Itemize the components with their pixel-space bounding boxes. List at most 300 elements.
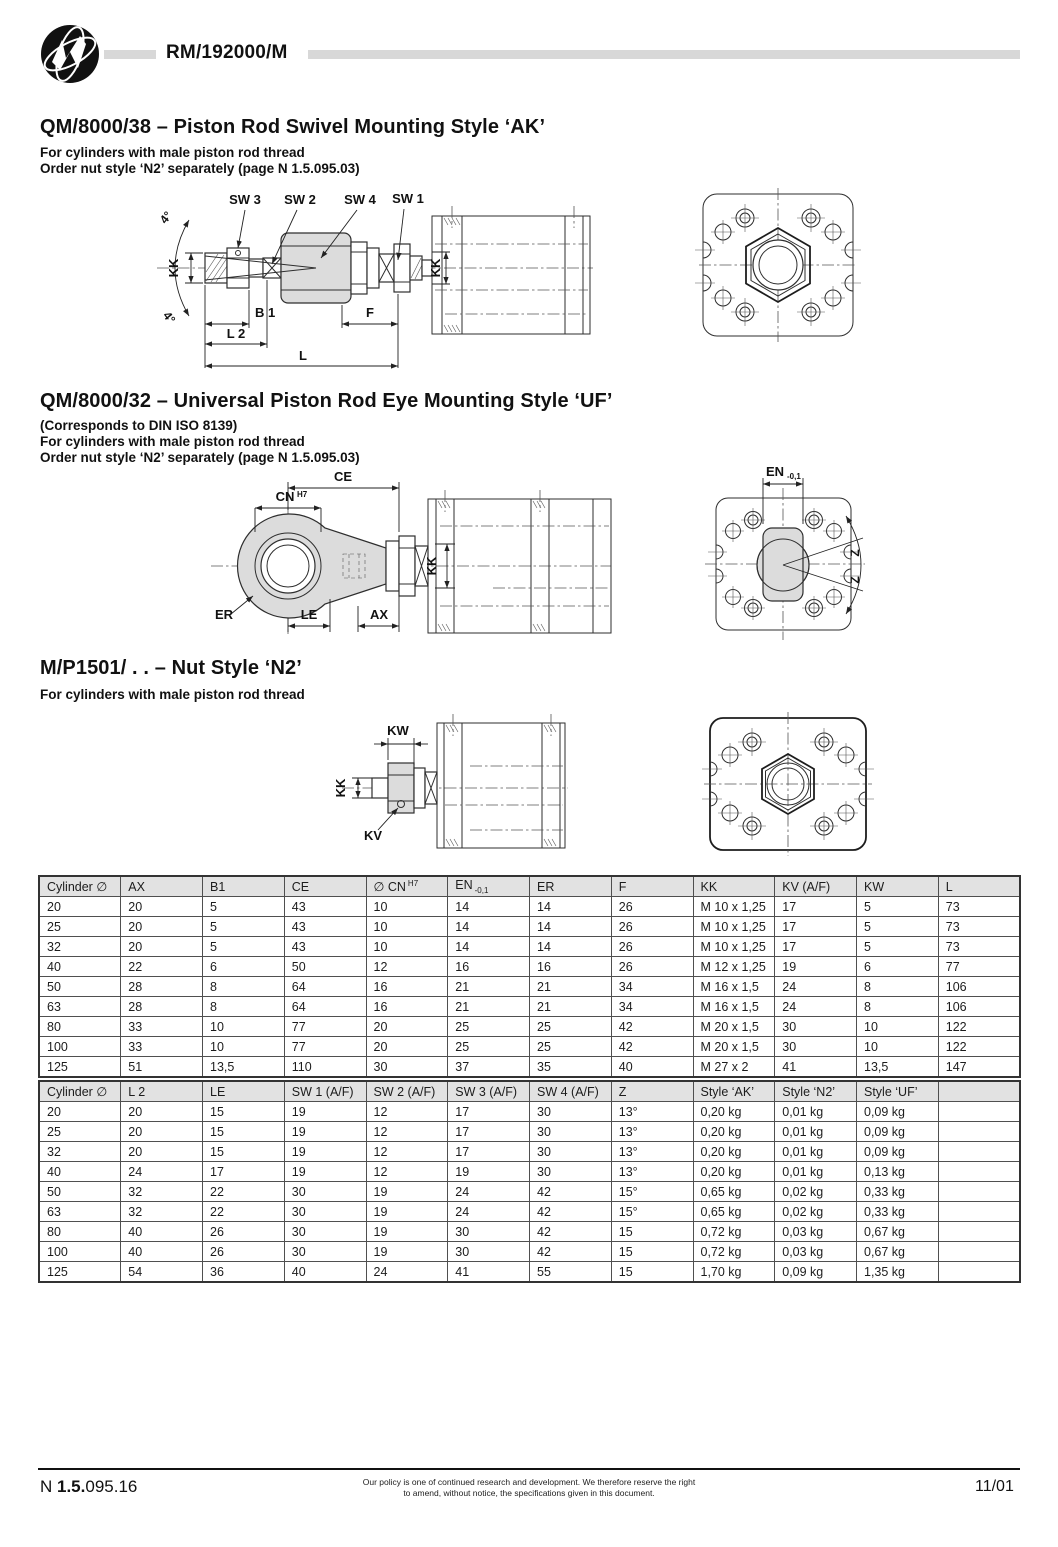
table-row — [39, 1182, 1020, 1202]
table-cell: 28 — [121, 997, 203, 1017]
table-cell: 51 — [121, 1057, 203, 1078]
policy-line-2: to amend, without notice, the specifications given in this document. — [403, 1488, 655, 1498]
table-cell: 22 — [121, 957, 203, 977]
table-cell: 73 — [938, 917, 1020, 937]
label-ax: AX — [369, 607, 389, 622]
column-header: SW 1 (A/F) — [284, 1081, 366, 1102]
cylinder-body — [432, 206, 590, 334]
table-cell: 14 — [530, 917, 612, 937]
table-cell: 64 — [284, 977, 366, 997]
page-reference-number: 095.16 — [85, 1477, 138, 1496]
table-cell: 19 — [284, 1122, 366, 1142]
table-cell: 30 — [448, 1222, 530, 1242]
table-cell: 21 — [530, 977, 612, 997]
table-cell: 30 — [530, 1122, 612, 1142]
column-header: SW 3 (A/F) — [448, 1081, 530, 1102]
dimensions-table-1 — [38, 875, 1021, 1078]
table-cell: 42 — [530, 1242, 612, 1262]
table-cell: 106 — [938, 977, 1020, 997]
table-cell: 19 — [366, 1242, 448, 1262]
table-cell: 0,01 kg — [775, 1162, 857, 1182]
norgren-logo-icon — [40, 24, 100, 84]
label-l2: L 2 — [226, 326, 246, 341]
table-cell: 50 — [284, 957, 366, 977]
dimensions-table-2 — [38, 1080, 1021, 1283]
table-cell: 0,65 kg — [693, 1202, 775, 1222]
table-cell: 25 — [39, 1122, 121, 1142]
label-z-lower: Z — [848, 576, 862, 584]
table-cell: 0,01 kg — [775, 1102, 857, 1122]
table-cell: 0,20 kg — [693, 1122, 775, 1142]
column-header: AX — [121, 876, 203, 897]
section-subtitle: For cylinders with male piston rod thread — [40, 434, 305, 449]
table-cell — [938, 1122, 1020, 1142]
table-cell: 8 — [857, 997, 939, 1017]
table-cell: 35 — [530, 1057, 612, 1078]
table-cell — [938, 1102, 1020, 1122]
table-cell: 20 — [39, 1102, 121, 1122]
table-cell: 0,67 kg — [857, 1222, 939, 1242]
table-cell: 10 — [203, 1017, 285, 1037]
table-cell: 30 — [530, 1102, 612, 1122]
table-cell: 19 — [284, 1102, 366, 1122]
section-subtitle: Order nut style ‘N2’ separately (page N 1.5.095.03) — [40, 450, 360, 465]
table-cell: M 27 x 2 — [693, 1057, 775, 1078]
table-cell: 8 — [203, 997, 285, 1017]
policy-line-1: Our policy is one of continued research and development. We therefore reserve the right — [362, 1477, 696, 1487]
table-cell: 0,09 kg — [857, 1142, 939, 1162]
table-cell: 20 — [121, 937, 203, 957]
table-cell: M 20 x 1,5 — [693, 1017, 775, 1037]
section-title-n2: M/P1501/ . . – Nut Style ‘N2’ — [40, 657, 302, 679]
table-cell: 22 — [203, 1182, 285, 1202]
table-cell: 20 — [39, 897, 121, 917]
column-header: Style ‘N2’ — [775, 1081, 857, 1102]
document-reference: RM/192000/M — [166, 42, 288, 63]
table-cell: 147 — [938, 1057, 1020, 1078]
table-cell: 30 — [284, 1242, 366, 1262]
n2-side-view-drawing — [330, 708, 610, 863]
page-reference-prefix: N — [40, 1477, 57, 1496]
table-cell: 6 — [203, 957, 285, 977]
rod-eye — [238, 514, 386, 618]
issue-date: 11/01 — [975, 1478, 1014, 1495]
table-cell: 80 — [39, 1017, 121, 1037]
table-cell: 50 — [39, 977, 121, 997]
table-cell: 16 — [366, 977, 448, 997]
table-cell: 0,02 kg — [775, 1182, 857, 1202]
table-cell: 0,01 kg — [775, 1142, 857, 1162]
footer-rule — [38, 1468, 1020, 1470]
column-header: ER — [530, 876, 612, 897]
table-row — [39, 1262, 1020, 1283]
label-f: F — [366, 305, 374, 320]
table-row — [39, 1017, 1020, 1037]
table-cell: 14 — [448, 937, 530, 957]
table-cell: 36 — [203, 1262, 285, 1283]
table-cell: 110 — [284, 1057, 366, 1078]
table-cell: 19 — [366, 1202, 448, 1222]
table-cell: 10 — [857, 1037, 939, 1057]
table-row — [39, 1122, 1020, 1142]
label-er: ER — [215, 607, 234, 622]
column-header: LE — [203, 1081, 285, 1102]
table-cell: 0,13 kg — [857, 1162, 939, 1182]
table-cell: 34 — [611, 977, 693, 997]
table-cell: 0,03 kg — [775, 1242, 857, 1262]
table-cell: 14 — [448, 897, 530, 917]
table-cell: 20 — [121, 1102, 203, 1122]
table-row — [39, 917, 1020, 937]
table-cell: 40 — [39, 957, 121, 977]
table-cell: 5 — [203, 897, 285, 917]
table-cell: 0,02 kg — [775, 1202, 857, 1222]
table-cell: 0,33 kg — [857, 1182, 939, 1202]
table-cell: 14 — [448, 917, 530, 937]
table-cell: 122 — [938, 1037, 1020, 1057]
table-cell: 24 — [775, 977, 857, 997]
column-header: EN $_{-0,1}$ — [448, 876, 530, 897]
table-cell: 100 — [39, 1242, 121, 1262]
label-sw4: SW 4 — [344, 192, 376, 207]
table-cell: 17 — [775, 897, 857, 917]
column-header: KK — [693, 876, 775, 897]
table-row — [39, 977, 1020, 997]
table-cell: 0,20 kg — [693, 1142, 775, 1162]
label-kk: KK — [424, 556, 439, 576]
table-cell: 42 — [530, 1202, 612, 1222]
section-title-uf: QM/8000/32 – Universal Piston Rod Eye Mounting Style ‘UF’ — [40, 390, 613, 412]
table-cell: 21 — [448, 977, 530, 997]
table-cell: 25 — [448, 1037, 530, 1057]
table-cell: 63 — [39, 1202, 121, 1222]
table-cell: 14 — [530, 937, 612, 957]
table-cell — [938, 1202, 1020, 1222]
table-cell — [938, 1262, 1020, 1283]
table-cell: 15 — [203, 1122, 285, 1142]
table-cell: 10 — [366, 937, 448, 957]
table-cell: 30 — [366, 1057, 448, 1078]
page-reference — [40, 1477, 137, 1497]
table-cell: 25 — [39, 917, 121, 937]
table-cell: 30 — [284, 1202, 366, 1222]
table-cell: 22 — [203, 1202, 285, 1222]
table-cell: 19 — [775, 957, 857, 977]
table-cell: 26 — [611, 937, 693, 957]
table-cell: 17 — [448, 1102, 530, 1122]
table-row — [39, 1037, 1020, 1057]
table-row — [39, 1202, 1020, 1222]
label-en: EN — [765, 464, 785, 479]
table-cell: M 10 x 1,25 — [693, 917, 775, 937]
table-row — [39, 957, 1020, 977]
table-cell: 15° — [611, 1182, 693, 1202]
table-cell: 24 — [775, 997, 857, 1017]
label-kk-right: KK — [428, 258, 443, 278]
table-cell: 20 — [121, 897, 203, 917]
table-cell: 0,67 kg — [857, 1242, 939, 1262]
table-cell: 6 — [857, 957, 939, 977]
table-cell: 15° — [611, 1202, 693, 1222]
table-cell: 42 — [611, 1017, 693, 1037]
table-cell: 32 — [39, 937, 121, 957]
table-cell: 12 — [366, 957, 448, 977]
table-cell: 55 — [530, 1262, 612, 1283]
label-kv: KV — [364, 828, 383, 843]
table-cell: 20 — [366, 1037, 448, 1057]
table-cell: 13° — [611, 1122, 693, 1142]
table-cell: 26 — [611, 897, 693, 917]
label-kk: KK — [333, 778, 348, 798]
table-cell: M 10 x 1,25 — [693, 897, 775, 917]
table-cell: 0,20 kg — [693, 1162, 775, 1182]
table-cell: 0,33 kg — [857, 1202, 939, 1222]
table-cell: 32 — [39, 1142, 121, 1162]
label-sw1: SW 1 — [392, 191, 424, 206]
table-cell: 0,09 kg — [857, 1122, 939, 1142]
cylinder-body — [428, 490, 611, 633]
table-cell: 73 — [938, 897, 1020, 917]
table-cell: 106 — [938, 997, 1020, 1017]
table-cell: 33 — [121, 1017, 203, 1037]
table-cell: 125 — [39, 1057, 121, 1078]
table-cell: 20 — [366, 1017, 448, 1037]
table-cell: 0,09 kg — [857, 1102, 939, 1122]
policy-text — [319, 1477, 739, 1499]
table-cell: 15 — [611, 1242, 693, 1262]
cylinder-body — [437, 714, 565, 848]
table-cell: 77 — [938, 957, 1020, 977]
section-subtitle: Order nut style ‘N2’ separately (page N 1.5.095.03) — [40, 161, 360, 176]
label-b1: B 1 — [255, 305, 276, 320]
column-header: Cylinder ∅ — [39, 1081, 121, 1102]
table-cell: 24 — [448, 1182, 530, 1202]
table-cell: 21 — [448, 997, 530, 1017]
table-cell: 77 — [284, 1017, 366, 1037]
table-cell: 10 — [857, 1017, 939, 1037]
label-cn-tolerance: H7 — [297, 490, 308, 499]
column-header: Cylinder ∅ — [39, 876, 121, 897]
nut-assembly — [372, 763, 437, 813]
column-header: KW — [857, 876, 939, 897]
table-cell: 16 — [366, 997, 448, 1017]
table-cell: 33 — [121, 1037, 203, 1057]
table-row — [39, 897, 1020, 917]
column-header: Z — [611, 1081, 693, 1102]
column-header: L — [938, 876, 1020, 897]
section-title-ak: QM/8000/38 – Piston Rod Swivel Mounting Style ‘AK’ — [40, 116, 546, 138]
table-cell: 10 — [366, 897, 448, 917]
header-rule-right — [308, 50, 1020, 59]
column-header: ∅ CN $^{H7}$ — [366, 876, 448, 897]
table-cell: 77 — [284, 1037, 366, 1057]
table-cell: 16 — [448, 957, 530, 977]
label-sw3: SW 3 — [229, 192, 261, 207]
table-cell: M 10 x 1,25 — [693, 937, 775, 957]
table-cell: 13,5 — [857, 1057, 939, 1078]
label-cn: CN — [275, 489, 295, 504]
table-cell: 125 — [39, 1262, 121, 1283]
table-cell: 30 — [448, 1242, 530, 1262]
column-header: L 2 — [121, 1081, 203, 1102]
table-cell: 14 — [530, 897, 612, 917]
table-cell: 122 — [938, 1017, 1020, 1037]
section-subtitle: (Corresponds to DIN ISO 8139) — [40, 418, 238, 433]
table-cell: 30 — [775, 1017, 857, 1037]
table-cell: 20 — [121, 1122, 203, 1142]
table-cell: 40 — [121, 1242, 203, 1262]
table-cell: 8 — [203, 977, 285, 997]
table-cell: 30 — [284, 1222, 366, 1242]
page-reference-section: 1.5. — [57, 1477, 86, 1496]
label-ce: CE — [333, 469, 353, 484]
table-row — [39, 1102, 1020, 1122]
table-cell: 12 — [366, 1162, 448, 1182]
column-header: Style ‘UF’ — [857, 1081, 939, 1102]
table-cell: 20 — [121, 917, 203, 937]
table-cell: 0,09 kg — [775, 1262, 857, 1283]
table-cell: 15 — [203, 1102, 285, 1122]
table-row — [39, 997, 1020, 1017]
table-cell: 30 — [530, 1162, 612, 1182]
table-cell: 17 — [448, 1122, 530, 1142]
label-z-upper: Z — [848, 549, 862, 557]
table-cell: M 12 x 1,25 — [693, 957, 775, 977]
table-cell: 5 — [203, 937, 285, 957]
table-cell: 12 — [366, 1122, 448, 1142]
table-cell: 19 — [366, 1182, 448, 1202]
table-cell: 26 — [203, 1222, 285, 1242]
n2-end-view-drawing — [698, 712, 878, 862]
table-cell: 13° — [611, 1162, 693, 1182]
table-cell: 21 — [530, 997, 612, 1017]
table-cell: 17 — [775, 937, 857, 957]
section-subtitle: For cylinders with male piston rod thread — [40, 145, 305, 160]
lock-nut — [386, 536, 428, 596]
table-cell: 0,03 kg — [775, 1222, 857, 1242]
table-cell: 17 — [448, 1142, 530, 1162]
label-kw: KW — [387, 723, 409, 738]
table-cell: 0,72 kg — [693, 1222, 775, 1242]
table-cell: 12 — [366, 1102, 448, 1122]
table-cell: 0,01 kg — [775, 1122, 857, 1142]
rod-eye-profile — [757, 528, 809, 601]
table-cell — [938, 1242, 1020, 1262]
table-cell: 30 — [530, 1142, 612, 1162]
table-row — [39, 1222, 1020, 1242]
uf-side-view-drawing — [193, 466, 613, 656]
label-le: LE — [300, 607, 318, 622]
table-cell: 73 — [938, 937, 1020, 957]
table-cell: 0,20 kg — [693, 1102, 775, 1122]
table-row — [39, 937, 1020, 957]
table-cell: 26 — [611, 957, 693, 977]
table-cell — [938, 1222, 1020, 1242]
column-header: F — [611, 876, 693, 897]
table-cell: 19 — [284, 1162, 366, 1182]
ak-end-view-drawing — [693, 188, 863, 348]
table-cell: 40 — [611, 1057, 693, 1078]
table-cell: 5 — [857, 897, 939, 917]
table-cell: 24 — [121, 1162, 203, 1182]
table-cell: 20 — [121, 1142, 203, 1162]
table-cell: 15 — [203, 1142, 285, 1162]
column-header: SW 4 (A/F) — [530, 1081, 612, 1102]
column-header — [938, 1081, 1020, 1102]
table-row — [39, 1242, 1020, 1262]
table-cell: M 16 x 1,5 — [693, 997, 775, 1017]
table-cell: 64 — [284, 997, 366, 1017]
table-cell: 1,70 kg — [693, 1262, 775, 1283]
table-cell: 40 — [39, 1162, 121, 1182]
table-cell — [938, 1182, 1020, 1202]
table-cell: 13° — [611, 1142, 693, 1162]
table-cell: 34 — [611, 997, 693, 1017]
ak-side-view-drawing — [145, 186, 595, 379]
uf-end-view-drawing — [683, 458, 888, 648]
table-row — [39, 1057, 1020, 1078]
table-cell: 17 — [775, 917, 857, 937]
table-cell: 0,65 kg — [693, 1182, 775, 1202]
column-header: Style ‘AK’ — [693, 1081, 775, 1102]
table-cell: 43 — [284, 937, 366, 957]
column-header: CE — [284, 876, 366, 897]
table-cell: 12 — [366, 1142, 448, 1162]
table-cell: 32 — [121, 1182, 203, 1202]
column-header: B1 — [203, 876, 285, 897]
table-cell: M 16 x 1,5 — [693, 977, 775, 997]
table-cell: 28 — [121, 977, 203, 997]
table-cell: 25 — [530, 1037, 612, 1057]
table-cell: 15 — [611, 1222, 693, 1242]
table-cell: 100 — [39, 1037, 121, 1057]
table-cell: 63 — [39, 997, 121, 1017]
table-cell: 8 — [857, 977, 939, 997]
table-cell: 41 — [775, 1057, 857, 1078]
table-cell: 30 — [775, 1037, 857, 1057]
table-cell: 42 — [611, 1037, 693, 1057]
table-cell: 43 — [284, 897, 366, 917]
label-angle-bottom: 4° — [160, 308, 179, 327]
section-subtitle: For cylinders with male piston rod thread — [40, 687, 305, 702]
label-kk-left: KK — [166, 258, 181, 278]
table-cell: 24 — [366, 1262, 448, 1283]
label-sw2: SW 2 — [284, 192, 316, 207]
table-header-row — [39, 1081, 1020, 1102]
table-cell: 10 — [203, 1037, 285, 1057]
table-cell: 1,35 kg — [857, 1262, 939, 1283]
table-cell: 26 — [611, 917, 693, 937]
table-cell: 40 — [121, 1222, 203, 1242]
table-cell: 5 — [857, 937, 939, 957]
table-cell — [938, 1142, 1020, 1162]
table-row — [39, 1142, 1020, 1162]
table-cell: 40 — [284, 1262, 366, 1283]
table-cell: 41 — [448, 1262, 530, 1283]
table-cell: 15 — [611, 1262, 693, 1283]
table-row — [39, 1162, 1020, 1182]
table-cell: 16 — [530, 957, 612, 977]
column-header: SW 2 (A/F) — [366, 1081, 448, 1102]
table-cell: 32 — [121, 1202, 203, 1222]
table-cell: 26 — [203, 1242, 285, 1262]
table-cell: 13,5 — [203, 1057, 285, 1078]
table-cell: 5 — [203, 917, 285, 937]
table-cell: 0,72 kg — [693, 1242, 775, 1262]
label-en-tolerance: -0,1 — [787, 472, 801, 481]
table-cell: 43 — [284, 917, 366, 937]
table-cell: 42 — [530, 1182, 612, 1202]
